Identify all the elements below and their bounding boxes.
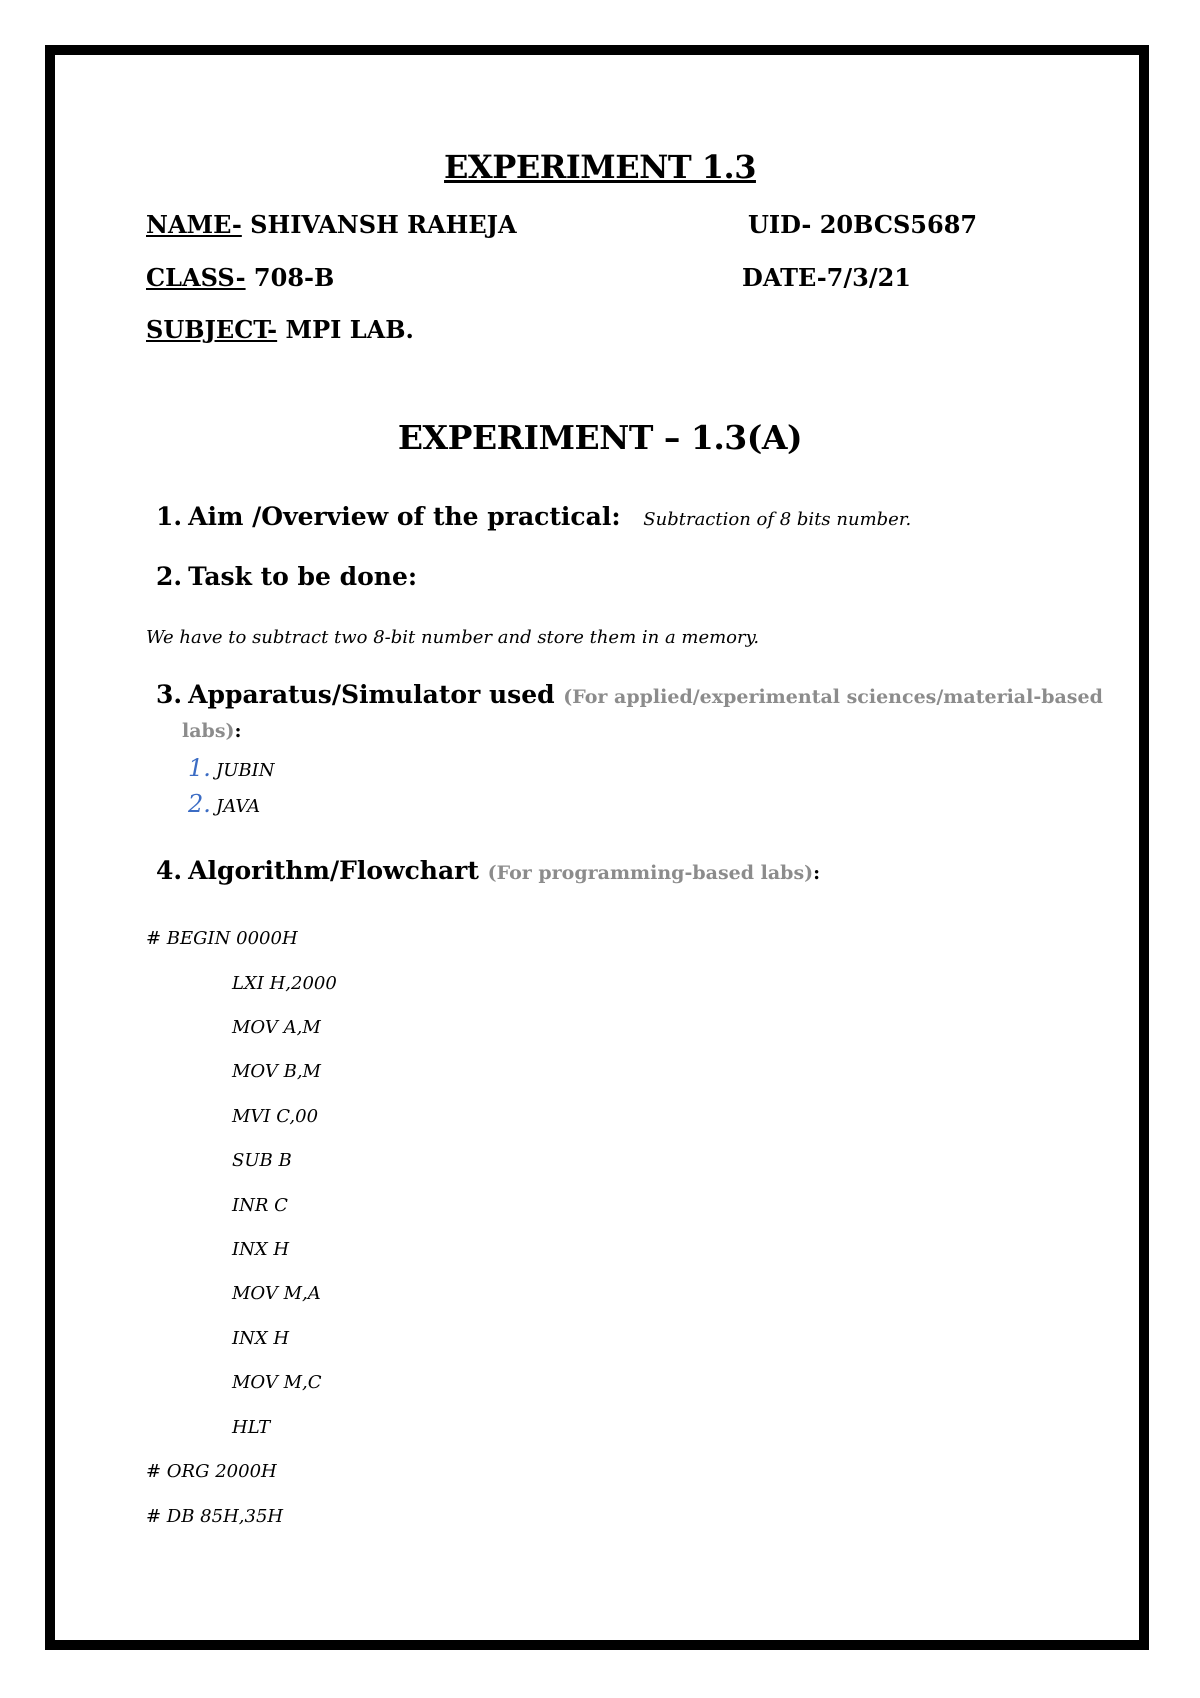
apparatus-item-text: JUBIN <box>216 760 275 781</box>
name-line <box>146 210 517 239</box>
apparatus-item-number: 2. <box>188 790 211 818</box>
aim-text: Subtraction of 8 bits number. <box>643 509 912 530</box>
algorithm-note: (For programming-based labs) <box>487 862 814 884</box>
task-heading-text: Task to be done: <box>188 562 418 591</box>
code-begin-line: # BEGIN 0000H <box>146 928 298 949</box>
page-title: EXPERIMENT 1.3 <box>444 148 756 186</box>
subject-value: MPI LAB. <box>277 315 414 344</box>
apparatus-heading <box>156 680 1103 709</box>
algorithm-number: 4. <box>156 856 183 885</box>
apparatus-item <box>188 790 260 818</box>
task-number: 2. <box>156 562 183 591</box>
apparatus-number: 3. <box>156 680 183 709</box>
apparatus-note-line2: labs) <box>182 720 235 742</box>
apparatus-note-cont <box>182 720 242 742</box>
code-line: MOV A,M <box>232 1017 321 1038</box>
apparatus-item-text: JAVA <box>216 796 261 817</box>
name-label: NAME- <box>146 210 242 239</box>
uid-line: UID- 20BCS5687 <box>748 210 978 239</box>
apparatus-heading-text: Apparatus/Simulator used <box>188 680 555 709</box>
class-label: CLASS- <box>146 263 246 292</box>
subject-label: SUBJECT- <box>146 315 278 344</box>
code-line: MOV M,A <box>232 1283 321 1304</box>
code-line: SUB B <box>232 1150 292 1171</box>
apparatus-colon: : <box>234 720 242 742</box>
apparatus-item <box>188 754 274 782</box>
code-line: HLT <box>232 1417 271 1438</box>
aim-number: 1. <box>156 502 183 531</box>
class-line <box>146 263 334 292</box>
date-line: DATE-7/3/21 <box>742 263 912 292</box>
code-line: INX H <box>232 1239 290 1260</box>
experiment-subtitle: EXPERIMENT – 1.3(A) <box>397 418 803 457</box>
code-line: INR C <box>232 1195 288 1216</box>
task-text: We have to subtract two 8-bit number and store them in a memory. <box>146 627 760 648</box>
aim-heading <box>156 502 911 531</box>
code-org-line: # ORG 2000H <box>146 1461 277 1482</box>
class-value: 708-B <box>245 263 335 292</box>
apparatus-note: (For applied/experimental sciences/material-based <box>563 686 1103 708</box>
code-line: INX H <box>232 1328 290 1349</box>
code-line: LXI H,2000 <box>232 973 337 994</box>
algorithm-heading <box>156 856 820 885</box>
code-line: MOV B,M <box>232 1061 321 1082</box>
code-line: MVI C,00 <box>232 1106 319 1127</box>
apparatus-item-number: 1. <box>188 754 211 782</box>
task-heading <box>156 562 417 591</box>
algorithm-heading-text: Algorithm/Flowchart <box>188 856 479 885</box>
algorithm-colon: : <box>813 862 821 884</box>
aim-heading-text: Aim /Overview of the practical: <box>188 502 621 531</box>
code-db-line: # DB 85H,35H <box>146 1506 284 1527</box>
subject-line <box>146 315 414 344</box>
name-value: SHIVANSH RAHEJA <box>241 210 517 239</box>
code-line: MOV M,C <box>232 1372 322 1393</box>
